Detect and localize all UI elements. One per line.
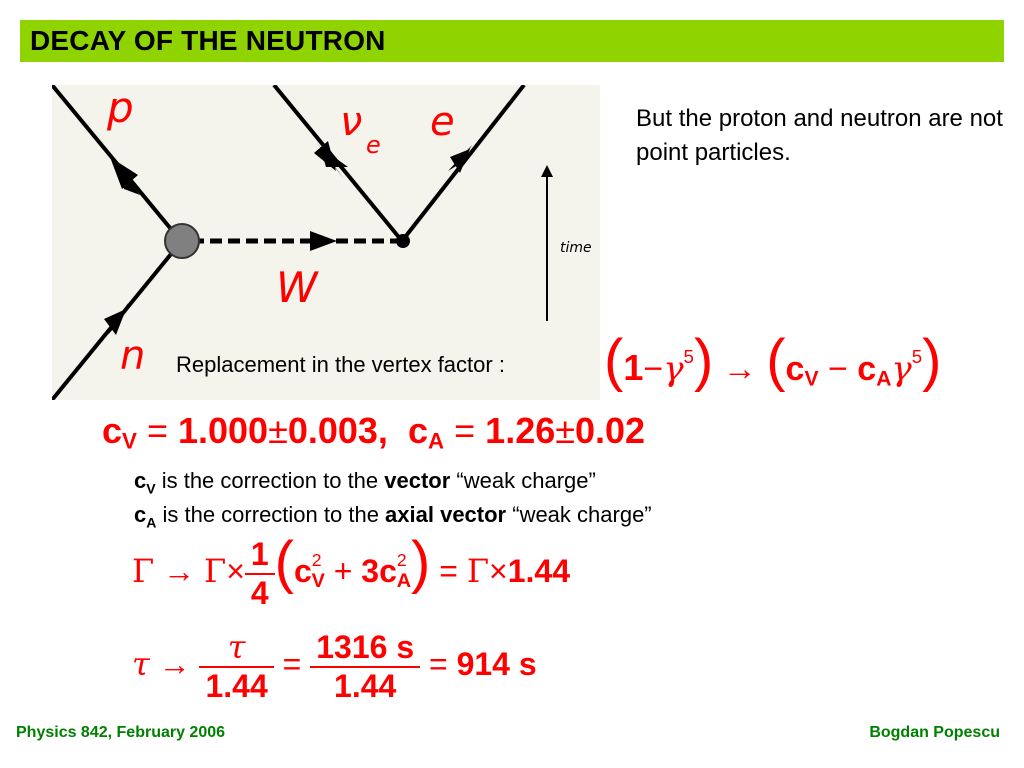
gamma-equation: Γ → Γ× $\frac{1}{4}$ $(c^2_V + 3c^2_A) = \Gamma\times 1.44$ — [132, 530, 570, 611]
replacement-label: Replacement in the vertex factor : — [176, 352, 505, 377]
title-bar — [20, 20, 1004, 62]
definition-cv: $c_V$ is the correction to the vector “weak charge” — [134, 468, 596, 497]
label-n: n — [120, 333, 146, 379]
label-nu: ν — [340, 99, 363, 145]
tau-equation: τ → $\frac{\tau}{1.44}$ = $\frac{1316 s}{1.44}$ = 914 s — [132, 628, 537, 704]
time-label: time — [560, 240, 592, 256]
note-text: But the proton and neutron are not point particles. — [636, 105, 1003, 166]
neutron-arrowhead-clean — [104, 309, 126, 335]
vertex-replacement: $(1-\gamma^5) \to (c_V - c_A\gamma^5)$ — [604, 328, 942, 393]
label-w: W — [276, 263, 318, 312]
label-e: e — [430, 99, 455, 145]
label-p: p — [107, 85, 134, 132]
footer-right: Bogdan Popescu — [869, 724, 1000, 741]
coupling-values: $c_V = 1.000\pm 0.003$, $c_A = 1.26\pm 0.02$ — [102, 410, 646, 454]
definition-ca: $c_A$ is the correction to the axial vector “weak charge” — [134, 502, 652, 531]
footer-left: Physics 842, February 2006 — [16, 724, 226, 741]
label-nu-subscript: e — [366, 131, 381, 159]
slide-title: DECAY OF THE NEUTRON — [30, 25, 386, 56]
neutrino-arrowhead-clean — [314, 141, 336, 171]
electron-arrowhead-clean — [450, 149, 470, 173]
proton-arrowhead-clean — [110, 157, 138, 189]
